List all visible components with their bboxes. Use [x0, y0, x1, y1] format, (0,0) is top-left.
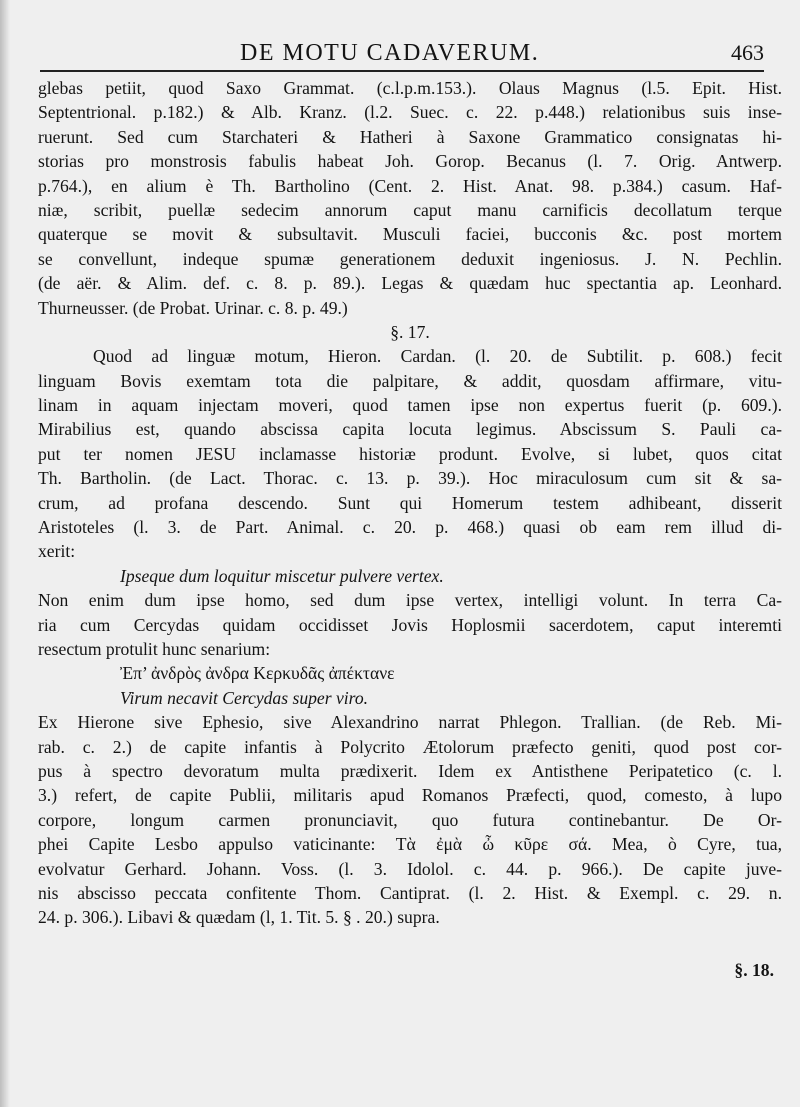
text-body [38, 76, 782, 982]
section-number: §. 17. [390, 321, 430, 342]
running-head: DE MOTU CADAVERUM. [240, 40, 540, 66]
text-line: se convellunt, indeque spumæ generationem deduxit ingeniosus. J. N. Pechlin. [38, 248, 782, 269]
next-section-catchword: §. 18. [734, 959, 774, 980]
text-line: rab. c. 2.) de capite infantis à Polycrito Ætolorum præfecto geniti, quod post cor- [38, 736, 782, 757]
text-line: Non enim dum ipse homo, sed dum ipse vertex, intelligi volunt. In terra Ca- [38, 590, 782, 611]
text-line: corpore, longum carmen pronunciavit, quo futura continebantur. De Or- [38, 809, 782, 830]
text-line: p.764.), en alium è Th. Bartholino (Cent. 2. Hist. Anat. 98. p.384.) casum. Haf- [38, 175, 782, 196]
text-line: Virum necavit Cercydas super viro. [120, 687, 369, 708]
text-line: phei Capite Lesbo appulso vaticinante: Τὰ ἐμὰ ὦ κῦρε σά. Mea, ò Cyre, tua, [38, 834, 782, 855]
text-line: quaterque se movit & subsultavit. Musculi faciei, bucconis &c. post mortem [38, 224, 782, 245]
text-line: linguam Bovis exemtam tota die palpitare, & addit, quosdam affirmare, vitu- [38, 370, 782, 391]
text-line: Quod ad linguæ motum, Hieron. Cardan. (l. 20. de Subtilit. p. 608.) fecit [93, 346, 782, 367]
text-line: nis abscisso peccata confitente Thom. Cantiprat. (l. 2. Hist. & Exempl. c. 29. n. [38, 882, 782, 903]
text-line: xerit: [38, 541, 76, 562]
text-line: Ex Hierone sive Ephesio, sive Alexandrino narrat Phlegon. Trallian. (de Reb. Mi- [38, 712, 782, 733]
text-line: Ipseque dum loquitur miscetur pulvere vertex. [120, 565, 444, 586]
text-line: pus à spectro devoratum multa prædixerit. Idem ex Antisthene Peripatetico (c. l. [38, 760, 782, 781]
text-line: Aristoteles (l. 3. de Part. Animal. c. 20. p. 468.) quasi ob eam rem illud di- [38, 517, 782, 538]
text-line: ruerunt. Sed cum Starchateri & Hatheri à Saxone Grammatico consignatas hi- [38, 126, 782, 147]
text-line: Ἐπ’ ἀνδρὸς ἀνδρα Κερκυδᾶς ἀπέκτανε [120, 663, 395, 684]
text-line: glebas petiit, quod Saxo Grammat. (c.l.p.m.153.). Olaus Magnus (l.5. Epit. Hist. [38, 78, 782, 98]
page-header [40, 38, 764, 72]
text-line: crum, ad profana descendo. Sunt qui Homerum testem adhibeant, disserit [38, 492, 782, 513]
text-line: Septentrional. p.182.) & Alb. Kranz. (l.2. Suec. c. 22. p.448.) relationibus suis inse- [38, 102, 782, 123]
text-line: Th. Bartholin. (de Lact. Thorac. c. 13. p. 39.). Hoc miraculosum cum sit & sa- [38, 468, 782, 489]
text-line: Thurneusser. (de Probat. Urinar. c. 8. p. 49.) [38, 297, 348, 318]
page-number: 463 [731, 40, 764, 65]
text-line: (de aër. & Alim. def. c. 8. p. 89.). Legas & quædam huc spectantia ap. Leonhard. [38, 273, 782, 294]
text-line: storias pro monstrosis fabulis habeat Joh. Gorop. Becanus (l. 7. Orig. Antwerp. [38, 151, 782, 172]
text-line: Mirabilius est, quando abscissa capita locuta legimus. Abscissum S. Pauli ca- [38, 419, 782, 440]
text-line: put ter nomen JESU inclamasse historiæ produnt. Evolve, si lubet, quos citat [38, 443, 782, 464]
text-line: niæ, scribit, puellæ sedecim annorum caput manu carnificis decollatum terque [38, 199, 782, 220]
text-line: resectum protulit hunc senarium: [38, 638, 271, 659]
text-line: 3.) refert, de capite Publii, militaris apud Romanos Præfecti, quod, comesto, à lupo [38, 785, 782, 806]
header-rule [40, 70, 764, 72]
text-line: 24. p. 306.). Libavi & quædam (l, 1. Tit. 5. § . 20.) supra. [38, 907, 440, 928]
text-line: linam in aquam injectam moveri, quod tamen ipse non expertus fuerit (p. 609.). [38, 395, 782, 416]
text-line: ria cum Cercydas quidam occidisset Jovis Hoplosmii sacerdotem, caput interemti [38, 614, 782, 635]
text-line: evolvatur Gerhard. Johann. Voss. (l. 3. Idolol. c. 44. p. 966.). De capite juve- [38, 858, 782, 879]
